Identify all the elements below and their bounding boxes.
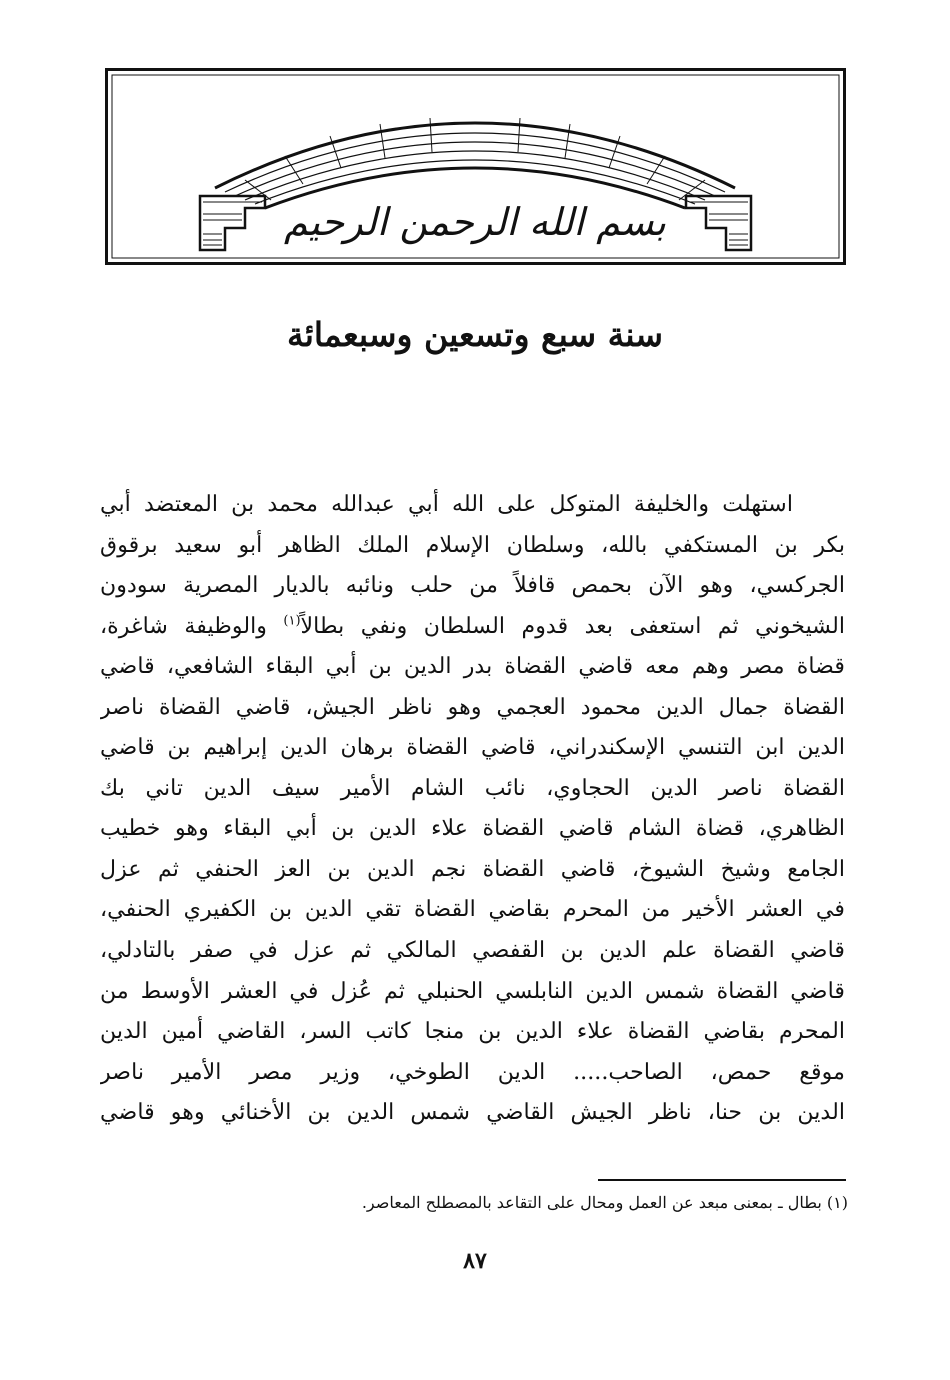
body-line-11: في العشر الأخير من المحرم بقاضي القضاة تقي الدين بن الكفيري الحنفي، — [100, 896, 845, 923]
arch-ornament-icon — [105, 68, 846, 268]
arch-header-frame — [105, 68, 846, 268]
body-line-4-start: الشيخوني ثم استعفى بعد قدوم السلطان ونفي بطالاً — [300, 612, 845, 639]
body-text — [100, 484, 845, 1133]
body-line-12: قاضي القضاة علم الدين بن القفصي المالكي ثم عزل في صفر بالتادلي، — [100, 937, 845, 964]
footnote-text: بطال ـ بمعنى مبعد عن العمل ومحال على التقاعد بالمصطلح المعاصر. — [361, 1193, 822, 1212]
footnote-reference[interactable]: (١) — [283, 613, 301, 629]
body-line-14: المحرم بقاضي القضاة علاء الدين بن منجا كاتب السر، القاضي أمين الدين — [100, 1018, 845, 1045]
body-line-15: موقع حمص، الصاحب..... الدين الطوخي، وزير مصر الأمير ناصر — [100, 1058, 845, 1085]
body-line-10: الجامع وشيخ الشيوخ، قاضي القضاة نجم الدين بن العز الحنفي ثم عزل — [100, 855, 845, 882]
body-line-7: الدين ابن التنسي الإسكندراني، قاضي القضاة برهان الدين إبراهيم بن قاضي — [100, 734, 845, 761]
footnote-marker: (١) — [826, 1193, 848, 1212]
body-line-4-end: والوظيفة شاغرة، — [100, 612, 267, 639]
footnote-separator — [598, 1179, 846, 1181]
body-line-4 — [100, 606, 845, 647]
body-line-2: بكر بن المستكفي بالله، وسلطان الإسلام الملك الظاهر أبو سعيد برقوق — [100, 531, 845, 558]
chapter-title: سنة سبع وتسعين وسبعمائة — [287, 315, 663, 354]
body-line-6: القضاة جمال الدين محمود العجمي وهو ناظر الجيش، قاضي القضاة ناصر — [100, 693, 845, 720]
body-line-16: الدين بن حنا، ناظر الجيش القاضي شمس الدين بن الأخنائي وهو قاضي — [100, 1099, 845, 1126]
body-line-9: الظاهري، قضاة الشام قاضي القضاة علاء الدين بن أبي البقاء وهو خطيب — [100, 815, 845, 842]
body-line-3: الجركسي، وهو الآن بحمص قافلاً من حلب ونائبه بالديار المصرية سودون — [100, 572, 845, 599]
basmala: بسم الله الرحمن الرحيم — [284, 200, 666, 244]
body-line-5: قضاة مصر وهم معه قاضي القضاة بدر الدين بن أبي البقاء الشافعي، قاضي — [100, 653, 845, 680]
page-number: ٨٧ — [463, 1248, 487, 1274]
footnote — [362, 1193, 848, 1212]
body-line-13: قاضي القضاة شمس الدين النابلسي الحنبلي ثم عُزل في العشر الأوسط من — [100, 977, 845, 1004]
body-line-1: استهلت والخليفة المتوكل على الله أبي عبدالله محمد بن المعتضد أبي — [100, 491, 793, 517]
body-line-8: القضاة ناصر الدين الحجاوي، نائب الشام الأمير سيف الدين تاني بك — [100, 774, 845, 801]
